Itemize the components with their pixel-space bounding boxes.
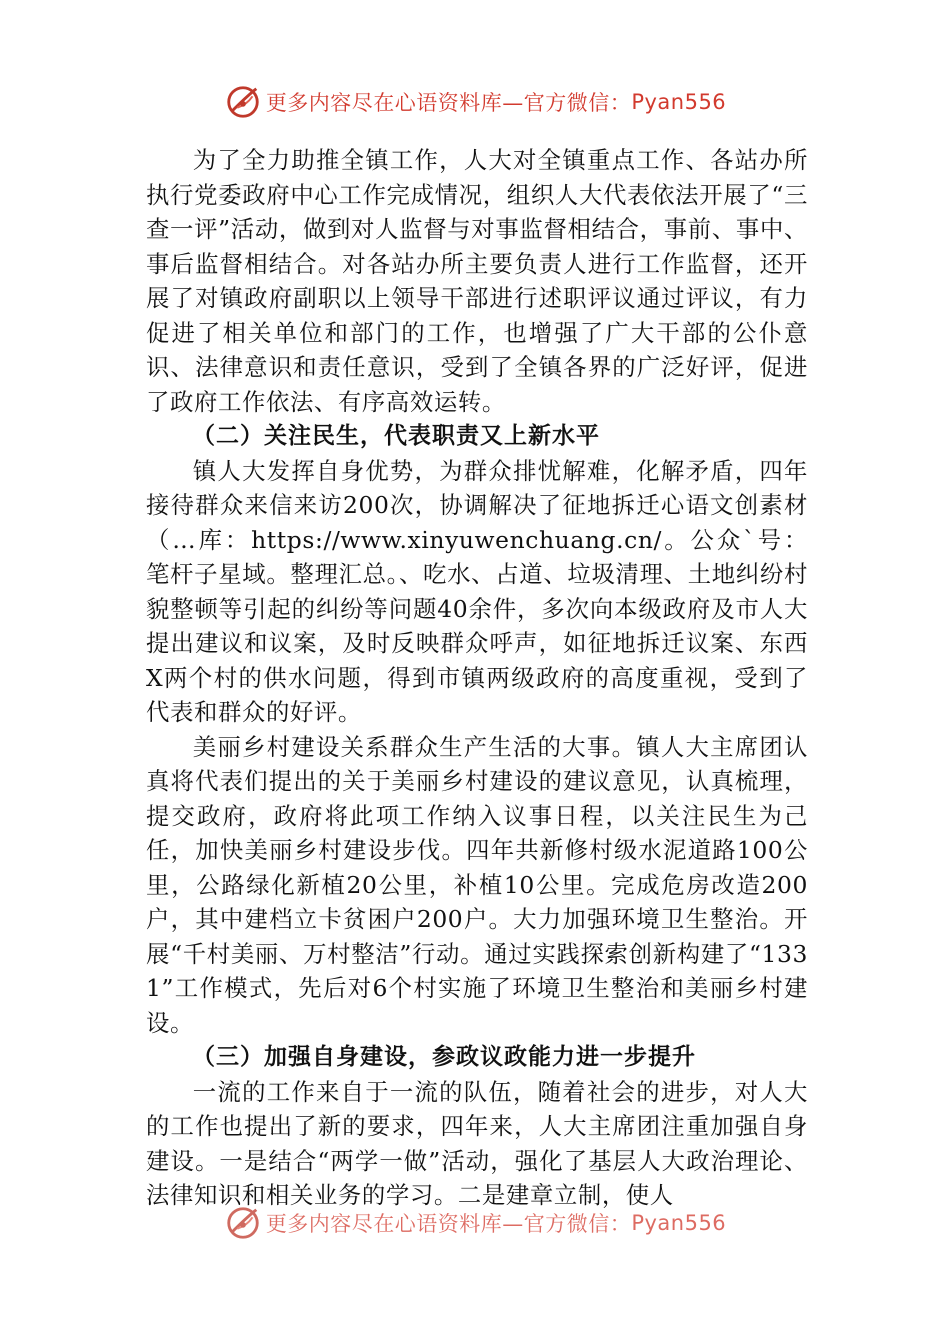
watermark-account: Pyan556 — [631, 1211, 727, 1235]
brush-logo-icon — [224, 1204, 262, 1242]
watermark-account: Pyan556 — [631, 90, 727, 114]
paragraph: 镇人大发挥自身优势，为群众排忧解难，化解矛盾，四年接待群众来信来访200次，协调解决了征地拆迁心语文创素材（…库：https://www.xinyuwenchuang.cn/。公众`号：笔杆子星域。整理汇总。、吃水、占道、垃圾清理、土地纠纷村貌整顿等引起的纠纷等问题40余件，多次向本级政府及市人大提出建议和议案，及时反映群众呼声，如征地拆迁议案、东西X两个村的供水问题，得到市镇两级政府的高度重视，受到了代表和群众的好评。 — [146, 456, 808, 726]
watermark-text: 更多内容尽在心语资料库—官方微信： — [265, 1212, 632, 1236]
paragraph: 为了全力助推全镇工作，人大对全镇重点工作、各站办所执行党委政府中心工作完成情况，组织人大代表依法开展了“三查一评”活动，做到对人监督与对事监督相结合，事前、事中、事后监督相结合。对各站办所主要负责人进行工作监督，还开展了对镇政府副职以上领导干部进行述职评议通过评议，有力促进了相关单位和部门的工作，也增强了广大干部的公仆意识、法律意识和责任意识，受到了全镇各界的广泛好评，促进了政府工作依法、有序高效运转。 — [146, 146, 808, 416]
paragraph: 美丽乡村建设关系群众生产生活的大事。镇人大主席团认真将代表们提出的关于美丽乡村建设的建议意见，认真梳理，提交政府，政府将此项工作纳入议事日程，以关注民生为己任，加快美丽乡村建设步伐。四年共新修村级水泥道路100公里，公路绿化新植20公里，补植10公里。完成危房改造200户，其中建档立卡贫困户200户。大力加强环境卫生整治。开展“千村美丽、万村整洁”行动。通过实践探索创新构建了“1331”工作模式，先后对6个村实施了环境卫生整治和美丽乡村建设。 — [146, 732, 808, 1037]
footer-watermark — [0, 1203, 950, 1243]
brush-logo-icon — [224, 83, 262, 121]
section-heading: （二）关注民生，代表职责又上新水平 — [192, 422, 600, 449]
section-heading: （三）加强自身建设，参政议政能力进一步提升 — [192, 1043, 696, 1070]
header-watermark — [0, 82, 950, 122]
watermark-text: 更多内容尽在心语资料库—官方微信： — [265, 91, 632, 115]
document-body — [146, 143, 808, 1213]
paragraph: 一流的工作来自于一流的队伍，随着社会的进步，对人大的工作也提出了新的要求，四年来，人大主席团注重加强自身建设。一是结合“两学一做”活动，强化了基层人大政治理论、法律知识和相关业务的学习。二是建章立制，使人 — [146, 1077, 808, 1209]
